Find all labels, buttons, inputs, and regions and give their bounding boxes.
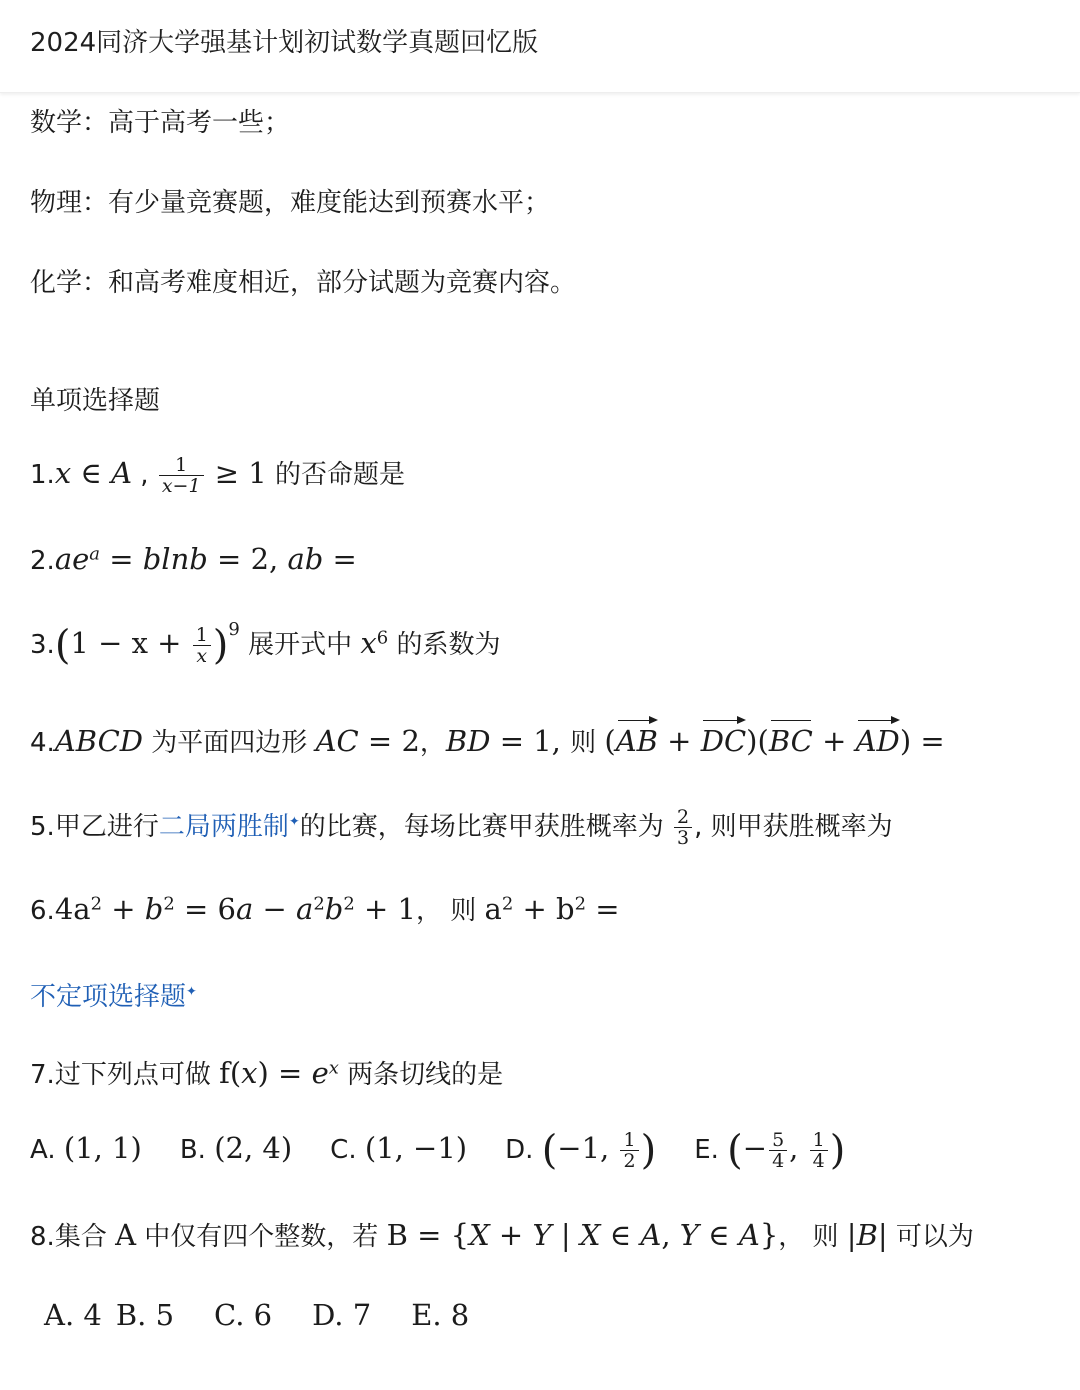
q7-eq: = — [268, 1056, 312, 1090]
q7-option-d-fraction — [620, 1130, 638, 1171]
q4-eq2: = 2 — [358, 724, 420, 758]
q4-number: 4. — [30, 728, 55, 758]
q8-plus: + — [489, 1218, 533, 1252]
question-1 — [30, 454, 405, 496]
q3-mid: 展开式中 — [239, 630, 361, 660]
q6-sq1: 2 — [90, 893, 103, 915]
q7-option-a — [30, 1131, 142, 1165]
q1-number: 1. — [30, 460, 55, 490]
q7-e: e — [311, 1056, 329, 1090]
q5-text2: 的比赛，每场比赛甲获胜概率为 — [299, 812, 673, 842]
q6-plus3: + — [513, 892, 557, 926]
q6-number: 6. — [30, 896, 55, 926]
section-heading-multi[interactable] — [30, 976, 197, 1013]
q5-link-term[interactable]: 二局两胜制 — [158, 812, 289, 842]
question-8 — [30, 1216, 974, 1253]
question-2 — [30, 542, 357, 576]
q7-option-e-label: E. — [694, 1135, 728, 1165]
q7-option-a-value: (1, 1) — [63, 1131, 142, 1165]
q7-option-e — [694, 1127, 846, 1174]
section-multi-label[interactable]: 不定项选择题 — [30, 982, 187, 1012]
q2-expr3: 2, — [250, 542, 288, 576]
q8-option-a: A. 4 — [44, 1298, 102, 1332]
q1-comma: , — [132, 460, 157, 490]
q7-option-d-rparen: ) — [640, 1127, 657, 1174]
q1-ge: ≥ 1 — [205, 456, 267, 490]
q7-option-e-frac1-num: 5 — [769, 1130, 787, 1151]
q8-rbrace: } — [759, 1218, 779, 1252]
q8-eq: = { — [407, 1218, 470, 1252]
q7-option-d-frac-num: 1 — [620, 1130, 638, 1151]
q8-x: X — [469, 1218, 490, 1252]
q1-var-x: x — [54, 456, 72, 490]
q7-option-c-value: (1, −1) — [364, 1131, 468, 1165]
q8-y2: Y — [679, 1218, 699, 1252]
q3-lparen: ( — [54, 622, 71, 669]
q2-number: 2. — [30, 546, 55, 576]
q7-lparen: ( — [229, 1056, 242, 1090]
q8-option-d: D. 7 — [312, 1298, 372, 1332]
q7-number: 7. — [30, 1060, 55, 1090]
q4-rparen: ) — [899, 724, 912, 758]
q4-text2: ， — [419, 728, 446, 758]
q6-a4: a — [484, 892, 502, 926]
q4-vec-ad: AD — [855, 724, 900, 758]
q2-expr5: = — [323, 542, 357, 576]
q7-option-e-rparen: ) — [829, 1127, 846, 1174]
q8-number: 8. — [30, 1222, 55, 1252]
q7-option-d-value: −1, — [557, 1131, 619, 1165]
section-heading-single: 单项选择题 — [30, 386, 161, 416]
q1-in: ∈ — [71, 456, 112, 490]
q6-sq4: 2 — [343, 893, 355, 915]
question-5 — [30, 806, 893, 848]
q1-frac-num: 1 — [159, 455, 204, 476]
q8-option-e: E. 8 — [411, 1298, 470, 1332]
q6-b: b — [144, 892, 164, 926]
q8-abs-right: | — [877, 1218, 888, 1252]
q6-a: 4a — [54, 892, 91, 926]
q4-eq: = — [911, 724, 945, 758]
q4-abcd: ABCD — [54, 724, 144, 758]
q6-b3: b — [556, 892, 575, 926]
q4-vec-dc: DC — [700, 724, 747, 758]
q6-sq5: 2 — [501, 893, 514, 915]
q8-comma: , — [661, 1218, 680, 1252]
q6-eq: = 6 — [174, 892, 236, 926]
section-multi-star-icon[interactable]: ✦ — [186, 984, 197, 1000]
q7-ex: x — [328, 1057, 339, 1079]
q7-text1: 过下列点可做 — [54, 1060, 220, 1090]
q4-mid: )( — [746, 724, 769, 758]
q7-option-e-value: − — [742, 1131, 768, 1165]
q8-options — [44, 1298, 469, 1332]
q7-option-c-label: C. — [330, 1135, 365, 1165]
q8-option-b: B. 5 — [115, 1298, 175, 1332]
q8-option-c: C. 6 — [214, 1298, 273, 1332]
q7-option-e-frac2-den: 4 — [812, 1150, 825, 1172]
q5-text1: 甲乙进行 — [54, 812, 159, 842]
q5-frac-den: 3 — [677, 827, 690, 849]
intro-chemistry: 化学：和高考难度相近，部分试题为竞赛内容。 — [30, 268, 577, 298]
q1-tail: 的否命题是 — [266, 460, 406, 490]
q6-a2: a — [235, 892, 254, 926]
q8-text4: 可以为 — [887, 1222, 974, 1252]
q3-x: x — [360, 626, 377, 660]
q2-expr2: = blnb = — [100, 542, 251, 576]
q7-option-e-frac2-num: 1 — [810, 1130, 828, 1151]
q4-vec-ab: AB — [615, 724, 658, 758]
q3-x-pow: 6 — [376, 627, 389, 649]
question-6 — [30, 890, 620, 927]
q8-text1: 集合 — [54, 1222, 116, 1252]
q2-expr1: ae — [54, 542, 90, 576]
q7-x: x — [241, 1056, 258, 1090]
q8-text3: ， 则 — [778, 1222, 847, 1252]
intro-physics: 物理：有少量竞赛题，难度能达到预赛水平； — [30, 188, 551, 218]
q5-fraction — [674, 807, 692, 848]
q7-option-d-frac-den: 2 — [623, 1150, 636, 1172]
q5-text3: , 则甲获胜概率为 — [694, 812, 893, 842]
q4-text1: 为平面四边形 — [143, 728, 316, 758]
q6-text1: ， 则 — [416, 896, 485, 926]
q7-option-b — [179, 1131, 293, 1165]
q4-plus: + — [657, 724, 701, 758]
q7-option-a-label: A. — [30, 1135, 64, 1165]
q8-a2: A — [640, 1218, 662, 1252]
q6-sq6: 2 — [574, 893, 587, 915]
q8-a3: A — [738, 1218, 760, 1252]
q3-frac-den: x — [196, 645, 208, 667]
q7-option-e-lparen: ( — [727, 1127, 743, 1174]
q5-link-star-icon[interactable]: ✦ — [288, 814, 300, 830]
q4-lparen: ( — [604, 724, 616, 758]
q5-number: 5. — [30, 812, 55, 842]
q2-expr4: ab — [287, 542, 324, 576]
q8-b2: B — [856, 1218, 878, 1252]
q7-option-d-lparen: ( — [541, 1127, 558, 1174]
q8-in2: ∈ — [698, 1218, 739, 1252]
q8-x2: X — [579, 1218, 601, 1252]
q4-ac: AC — [315, 724, 359, 758]
q3-number: 3. — [30, 630, 55, 660]
q3-expr: 1 − x + — [70, 626, 191, 660]
question-3 — [30, 619, 501, 669]
q7-option-e-fraction-2 — [810, 1130, 828, 1171]
q3-rparen: ) — [212, 622, 229, 669]
q8-set-a: A — [115, 1218, 137, 1252]
q7-option-d-label: D. — [505, 1135, 542, 1165]
question-4 — [30, 722, 945, 759]
q7-rparen: ) — [257, 1056, 269, 1090]
q7-option-e-fraction-1 — [769, 1130, 787, 1171]
q4-vec-bc: BC — [768, 724, 813, 758]
q8-y: Y — [532, 1218, 552, 1252]
header-bar — [0, 0, 1080, 93]
q3-frac-num: 1 — [193, 625, 211, 646]
q6-sq3: 2 — [313, 893, 325, 915]
q1-frac-den: x−1 — [161, 475, 201, 497]
q3-tail: 的系数为 — [388, 630, 501, 660]
q7-option-e-comma: , — [789, 1131, 808, 1165]
q4-bd: BD — [445, 724, 491, 758]
intro-math: 数学：高于高考一些； — [30, 108, 291, 138]
q6-plus1: + — [102, 892, 145, 926]
q3-fraction — [193, 625, 211, 666]
q7-option-e-frac1-den: 4 — [772, 1150, 785, 1172]
q7-option-b-label: B. — [179, 1135, 215, 1165]
q6-sq2: 2 — [163, 893, 175, 915]
q8-text2: 中仅有四个整数，若 — [136, 1222, 387, 1252]
q8-in1: ∈ — [600, 1218, 641, 1252]
q7-option-c — [330, 1131, 468, 1165]
page-title: 2024同济大学强基计划初试数学真题回忆版 — [30, 28, 539, 58]
q6-plus2: + 1 — [354, 892, 416, 926]
q2-sup: a — [89, 543, 100, 565]
q8-bar: | — [551, 1218, 580, 1252]
q4-text3: 则 — [570, 728, 605, 758]
q6-a3: a — [296, 892, 314, 926]
q4-plus2: + — [812, 724, 856, 758]
q7-text2: 两条切线的是 — [338, 1060, 504, 1090]
q5-frac-num: 2 — [674, 807, 692, 828]
q8-abs-left: | — [846, 1218, 857, 1252]
q1-set-a: A — [111, 456, 133, 490]
q1-fraction — [159, 455, 204, 496]
q6-b2: b — [324, 892, 344, 926]
q7-f: f — [219, 1056, 230, 1090]
q7-option-d — [505, 1127, 657, 1174]
q6-minus: − — [253, 892, 297, 926]
q7-options — [30, 1127, 846, 1174]
q8-set-b: B — [386, 1218, 408, 1252]
q3-power: 9 — [228, 619, 240, 640]
q4-eq1: = 1, — [490, 724, 571, 758]
q6-eq2: = — [586, 892, 620, 926]
q7-option-b-value: (2, 4) — [214, 1131, 293, 1165]
question-7 — [30, 1054, 503, 1091]
